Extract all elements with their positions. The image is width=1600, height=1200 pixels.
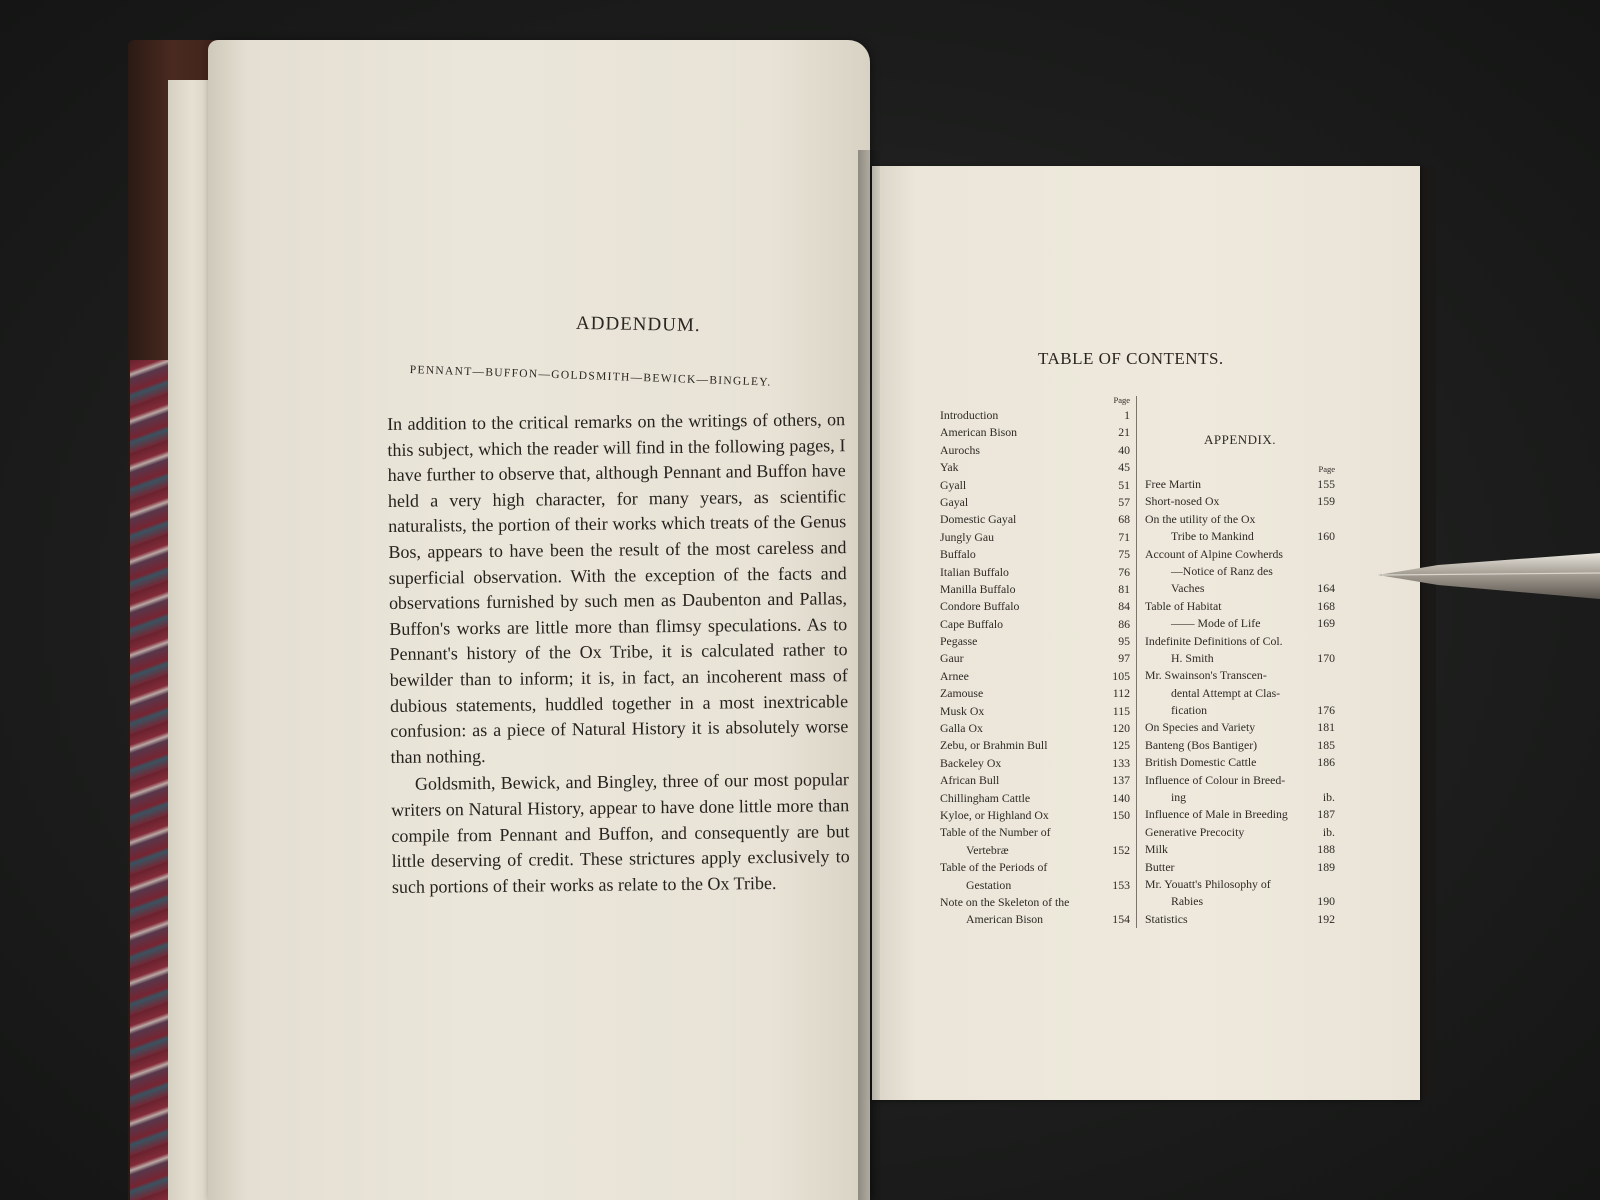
toc-entry-label: Chillingham Cattle (940, 790, 1031, 805)
toc-entry-label: Table of the Periods of (940, 860, 1048, 875)
toc-entry-label: Gestation (966, 877, 1012, 892)
toc-entry-page: 169 (1317, 616, 1335, 631)
toc-entry (1145, 650, 1335, 667)
toc-left-column (940, 395, 1130, 929)
toc-entry (940, 459, 1130, 476)
toc-entry-page (1104, 894, 1130, 911)
toc-entry-label: On Species and Variety (1145, 720, 1256, 735)
toc-entry-label: Note on the Skeleton of the (940, 894, 1070, 909)
toc-entry (1145, 841, 1335, 858)
toc-entry-label: Yak (940, 460, 959, 475)
toc-divider (1136, 396, 1137, 928)
toc-entry (940, 668, 1130, 685)
toc-entry (1145, 528, 1335, 545)
paragraph-1: In addition to the critical remarks on the writings of others, on this subject, which the reader will find in the following pages, I have further to observe that, although Pennant and Buffon have held a very high character, for many years, as scientific naturalists, the portion of their works which treats of the Genus Bos, appears to have been the result of the most careless and superficial observation. With the exception of the facts and observations furnished by such men as Daubenton and Pallas, Buffon's works are little more than flimsy speculations. As to Pennant's history of the Ox Tribe, it is calculated rather to bewilder than to inform; it is, in fact, an incoherent mass of dubious statements, huddled together in a most inextricable confusion: as a piece of Natural History it is absolutely worse than nothing. (387, 409, 849, 767)
toc-entry-label: Influence of Colour in Breed- (1145, 772, 1286, 787)
toc-entry-label: Pegasse (940, 634, 978, 649)
right-cover-edge (1420, 166, 1436, 1096)
toc-entry-page: 105 (1112, 668, 1130, 683)
toc-entry-label: Zamouse (940, 686, 984, 701)
toc-entry-page: 120 (1112, 721, 1130, 736)
toc-entry-label: fication (1171, 703, 1208, 718)
toc-entry-page: 170 (1317, 650, 1335, 665)
toc-entry (940, 755, 1130, 772)
toc-entry (940, 407, 1130, 424)
toc-entry (1145, 615, 1335, 632)
toc-entry-page: 186 (1317, 755, 1335, 770)
toc-entry (1145, 667, 1335, 684)
toc-entry-page: 71 (1118, 529, 1130, 544)
toc-entry-label: Zebu, or Brahmin Bull (940, 738, 1048, 753)
toc-entry-label: Vertebræ (966, 842, 1009, 857)
toc-entry (1145, 685, 1335, 702)
toc-entry-label: Domestic Gayal (940, 512, 1017, 527)
toc-entry-page: 152 (1112, 842, 1130, 857)
paragraph-2: Goldsmith, Bewick, and Bingley, three of our most popular writers on Natural History, appear to have done little more than compile from Pennant and Buffon, and consequently are but little deserving of credit. These strictures apply exclusively to such portions of their works as relate to the Ox Tribe. (391, 769, 850, 897)
toc-entry (1145, 598, 1335, 615)
toc-entry-page (1309, 685, 1335, 702)
toc-entry-page (1104, 824, 1130, 841)
toc-entry (940, 859, 1130, 876)
toc-entry-page: 125 (1112, 738, 1130, 753)
toc-entry-label: Indefinite Definitions of Col. (1145, 633, 1283, 648)
toc-entry-page: 185 (1317, 737, 1335, 752)
toc-entry (1145, 511, 1335, 528)
toc-entry-page: 153 (1112, 877, 1130, 892)
toc-entry-page: 164 (1317, 581, 1335, 596)
toc-entry-label: British Domestic Cattle (1145, 755, 1257, 770)
toc-entry-label: African Bull (940, 773, 1000, 788)
toc-entry-page: 176 (1317, 703, 1335, 718)
page-column-header: Page (1318, 464, 1335, 474)
toc-entry-page (1104, 859, 1130, 876)
toc-entry-page: 115 (1112, 703, 1130, 718)
toc-entry-label: Arnee (940, 668, 969, 683)
toc-entry-page: 188 (1317, 842, 1335, 857)
toc-entry-label: H. Smith (1171, 650, 1214, 665)
toc-entry (940, 650, 1130, 667)
toc-entry-page: 137 (1112, 773, 1130, 788)
toc-entry-page: 84 (1118, 599, 1130, 614)
page-column-header: Page (1113, 395, 1130, 405)
toc-entry (940, 546, 1130, 563)
toc-entry-page: ib. (1322, 790, 1335, 805)
toc-entry-page: 187 (1317, 807, 1335, 822)
toc-entry-label: Vaches (1171, 581, 1205, 596)
page-title: ADDENDUM. (575, 312, 701, 337)
toc-entry-page: 68 (1118, 512, 1130, 527)
toc-entry-label: Account of Alpine Cowherds (1145, 546, 1283, 561)
toc-entry-page: 181 (1317, 720, 1335, 735)
toc-entry-label: Gaur (940, 651, 964, 666)
toc-entry-label: Tribe to Mankind (1171, 529, 1254, 544)
toc-entry (940, 877, 1130, 894)
toc-entry-label: Introduction (940, 408, 999, 422)
toc-entry-label: Table of Habitat (1145, 598, 1222, 613)
toc-entry-page: 190 (1317, 894, 1335, 909)
toc-entry (940, 598, 1130, 615)
appendix-title: APPENDIX. (1203, 432, 1277, 447)
toc-entry-page: 95 (1118, 634, 1130, 649)
toc-entry (940, 616, 1130, 633)
toc-entry-label: Mr. Youatt's Philosophy of (1145, 876, 1271, 891)
toc-entry-label: —— Mode of Life (1171, 616, 1261, 631)
toc-entry-label: Short-nosed Ox (1145, 494, 1220, 509)
knife-blade-icon (1378, 553, 1600, 599)
toc-entry-label: dental Attempt at Clas- (1171, 685, 1281, 700)
toc-entry-label: American Bison (940, 425, 1017, 440)
toc-entry (1145, 859, 1335, 876)
toc-entry-page: 155 (1317, 477, 1335, 491)
toc-entry-page: 192 (1317, 911, 1335, 926)
toc-entry-label: Butter (1145, 859, 1175, 874)
toc-entry (1145, 911, 1335, 928)
toc-entry (940, 842, 1130, 859)
toc-entry (940, 824, 1130, 841)
toc-entry-page: 40 (1118, 442, 1130, 457)
toc-entry-page: 160 (1317, 529, 1335, 544)
toc-entry-page: 97 (1118, 651, 1130, 666)
toc-entry-page: 81 (1118, 581, 1130, 596)
toc-entry (1145, 633, 1335, 650)
toc-title: TABLE OF CONTENTS. (1038, 349, 1224, 368)
toc-entry (940, 511, 1130, 528)
toc-entry-label: Milk (1145, 842, 1168, 857)
toc-entry-page: 21 (1118, 425, 1130, 440)
toc-entry-page (1309, 633, 1335, 650)
toc-entry (1145, 772, 1335, 789)
toc-entry-label: Rabies (1171, 894, 1204, 909)
toc-entry (1145, 737, 1335, 754)
toc-entry (1145, 476, 1335, 493)
toc-entry-page: 45 (1118, 460, 1130, 475)
toc-entry-page (1309, 511, 1335, 528)
toc-entry-page: 133 (1112, 755, 1130, 770)
toc-entry-label: Condore Buffalo (940, 599, 1020, 614)
toc-entry (1145, 824, 1335, 841)
toc-entry (1145, 580, 1335, 597)
toc-entry-page: 51 (1118, 477, 1130, 492)
toc-entry-page: 154 (1112, 912, 1130, 927)
toc-entry-page: 57 (1118, 494, 1130, 509)
toc-entry-page (1309, 876, 1335, 893)
book-gutter (858, 150, 880, 1200)
page-subtitle: PENNANT—BUFFON—GOLDSMITH—BEWICK—BINGLEY. (409, 364, 772, 389)
toc-entry-page (1309, 546, 1335, 563)
toc-entry-label: Statistics (1145, 911, 1188, 926)
toc-entry (1145, 719, 1335, 736)
toc-entry-label: American Bison (966, 912, 1043, 927)
toc-entry (1145, 563, 1335, 580)
toc-entry-page: 159 (1317, 494, 1335, 509)
toc-entry (940, 720, 1130, 737)
toc-entry (940, 424, 1130, 441)
toc-entry (940, 494, 1130, 511)
toc-entry (940, 581, 1130, 598)
toc-entry-page: 86 (1118, 616, 1130, 631)
toc-entry-label: Generative Precocity (1145, 824, 1245, 839)
toc-entry-label: Influence of Male in Breeding (1145, 807, 1288, 822)
toc-right-column (1145, 430, 1335, 928)
toc-entry-page: 140 (1112, 790, 1130, 805)
toc-entry-label: Galla Ox (940, 721, 983, 736)
toc-entry-label: Musk Ox (940, 703, 985, 718)
toc-entry (1145, 493, 1335, 510)
toc-entry (940, 790, 1130, 807)
toc-entry (1145, 754, 1335, 771)
toc-entry (940, 911, 1130, 928)
toc-entry-page: 1 (1124, 408, 1130, 422)
toc-entry-label: On the utility of the Ox (1145, 511, 1256, 526)
toc-entry (940, 529, 1130, 546)
toc-entry (940, 564, 1130, 581)
toc-entry-label: Free Martin (1145, 477, 1202, 491)
toc-entry-label: —Notice of Ranz des (1171, 563, 1273, 578)
toc-entry (940, 442, 1130, 459)
toc-entry-page: 168 (1317, 598, 1335, 613)
toc-entry-label: Backeley Ox (940, 755, 1002, 770)
toc-entry-label: Italian Buffalo (940, 564, 1009, 579)
toc-entry (940, 894, 1130, 911)
toc-entry (1145, 893, 1335, 910)
toc-entry (940, 772, 1130, 789)
toc-entry-label: ing (1171, 790, 1187, 805)
toc-entry-label: Jungly Gau (940, 529, 995, 544)
toc-entry-label: Kyloe, or Highland Ox (940, 807, 1049, 822)
toc-entry (940, 737, 1130, 754)
toc-entry-label: Gayal (940, 494, 969, 509)
toc-entry-label: Table of the Number of (940, 825, 1051, 840)
toc-entry (940, 477, 1130, 494)
toc-entry (940, 685, 1130, 702)
toc-entry (940, 633, 1130, 650)
toc-entry-label: Banteng (Bos Bantiger) (1145, 737, 1258, 752)
toc-entry (1145, 806, 1335, 823)
toc-entry-page: 189 (1317, 859, 1335, 874)
toc-entry-label: Gyall (940, 477, 967, 492)
toc-entry-label: Buffalo (940, 547, 976, 562)
body-text (387, 407, 850, 900)
toc-entry-page (1309, 667, 1335, 684)
toc-entry (1145, 702, 1335, 719)
toc-entry-page: 150 (1112, 807, 1130, 822)
toc-entry (1145, 546, 1335, 563)
toc-entry-label: Cape Buffalo (940, 616, 1004, 631)
toc-entry-page: ib. (1322, 824, 1335, 839)
toc-entry (940, 703, 1130, 720)
toc-entry-label: Manilla Buffalo (940, 581, 1016, 596)
toc-entry-page: 76 (1118, 564, 1130, 579)
toc-entry-page (1309, 563, 1335, 580)
toc-entry-page: 75 (1118, 547, 1130, 562)
toc-entry-label: Aurochs (940, 442, 980, 457)
toc-entry-page: 112 (1112, 686, 1130, 701)
toc-entry-page (1309, 772, 1335, 789)
toc-entry (940, 807, 1130, 824)
toc-entry (1145, 876, 1335, 893)
toc-entry (1145, 789, 1335, 806)
toc-entry-label: Mr. Swainson's Transcen- (1145, 668, 1267, 683)
